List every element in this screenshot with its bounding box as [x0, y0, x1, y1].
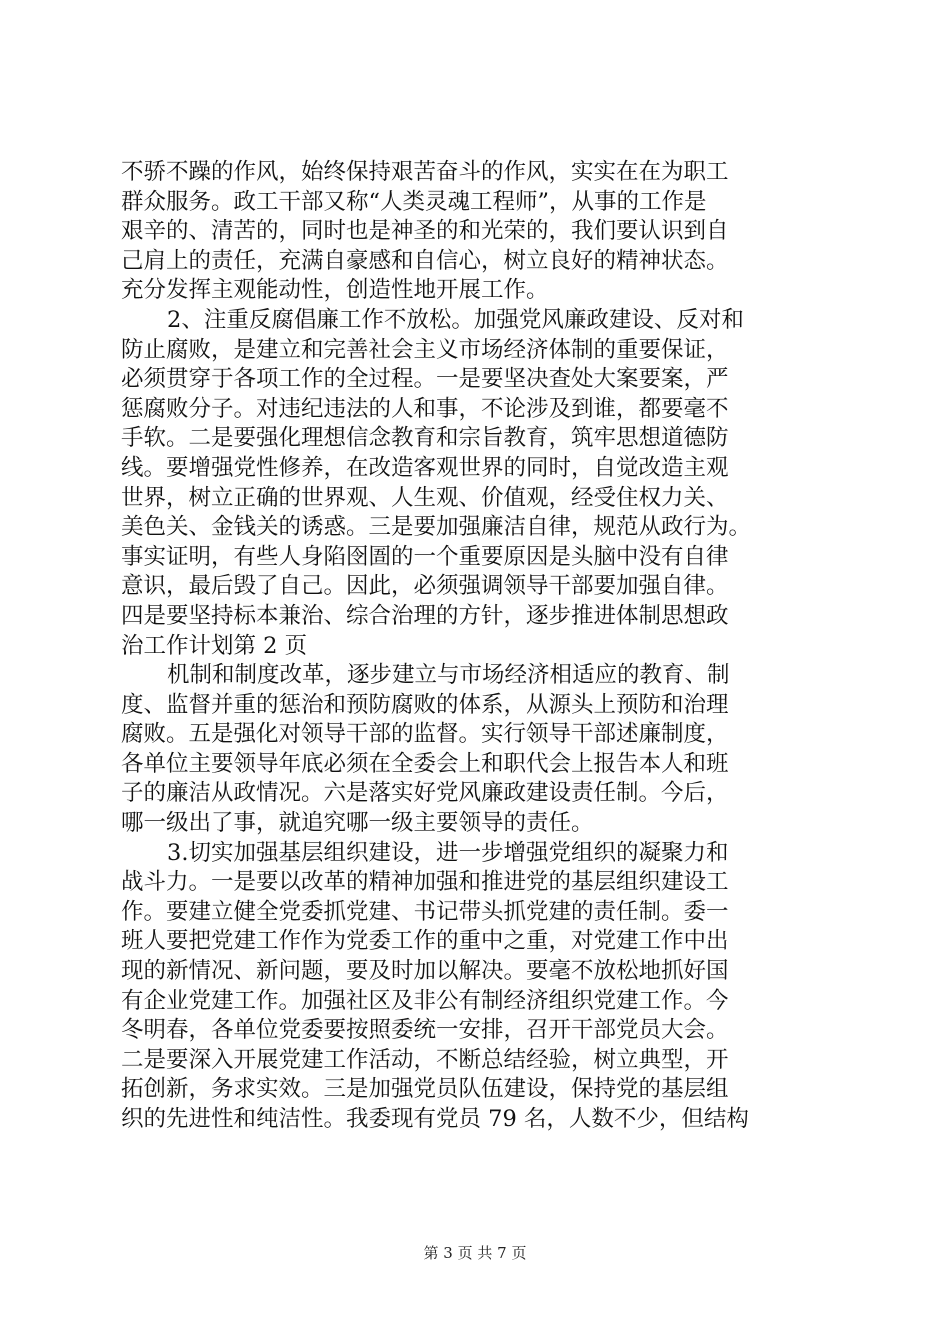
- text-line: 世界，树立正确的世界观、人生观、价值观，经受住权力关、: [121, 484, 729, 511]
- text-line: 必须贯穿于各项工作的全过程。一是要坚决查处大案要案，严: [121, 366, 729, 393]
- text-line: 冬明春，各单位党委要按照委统一安排，召开干部党员大会。: [121, 1017, 729, 1044]
- text-line: 腐败。五是强化对领导干部的监督。实行领导干部述廉制度，: [121, 721, 729, 748]
- text-line: 哪一级出了事，就追究哪一级主要领导的责任。: [121, 810, 594, 837]
- text-line: 手软。二是要强化理想信念教育和宗旨教育，筑牢思想道德防: [121, 425, 729, 452]
- text-line: 现的新情况、新问题，要及时加以解决。要毫不放松地抓好国: [121, 958, 729, 985]
- text-line: 线。要增强党性修养，在改造客观世界的同时，自觉改造主观: [121, 454, 729, 481]
- text-line: 己肩上的责任，充满自豪感和自信心，树立良好的精神状态。: [121, 247, 729, 274]
- text-line: 各单位主要领导年底必须在全委会上和职代会上报告本人和班: [121, 750, 729, 777]
- text-line: 班人要把党建工作作为党委工作的重中之重，对党建工作中出: [121, 928, 729, 955]
- paragraph-start-line: 2、注重反腐倡廉工作不放松。加强党风廉政建设、反对和: [167, 306, 744, 333]
- text-line: 子的廉洁从政情况。六是落实好党风廉政建设责任制。今后，: [121, 780, 729, 807]
- paragraph-start-line: 3.切实加强基层组织建设，进一步增强党组织的凝聚力和: [167, 839, 729, 866]
- text-line: 惩腐败分子。对违纪违法的人和事，不论涉及到谁，都要毫不: [121, 395, 729, 422]
- page-number-footer: 第 3 页 共 7 页: [423, 1244, 527, 1262]
- text-line: 治工作计划第 2 页: [121, 632, 308, 659]
- text-line: 作。要建立健全党委抓党建、书记带头抓党建的责任制。委一: [121, 898, 729, 925]
- text-line: 充分发挥主观能动性，创造性地开展工作。: [121, 277, 549, 304]
- text-line: 意识，最后毁了自己。因此，必须强调领导干部要加强自律。: [121, 573, 729, 600]
- text-line: 织的先进性和纯洁性。我委现有党员 79 名，人数不少，但结构: [121, 1106, 749, 1132]
- text-line: 有企业党建工作。加强社区及非公有制经济组织党建工作。今: [121, 987, 729, 1014]
- text-line: 拓创新，务求实效。三是加强党员队伍建设，保持党的基层组: [121, 1076, 729, 1103]
- paragraph-start-line: 机制和制度改革，逐步建立与市场经济相适应的教育、制: [167, 662, 730, 689]
- text-line: 四是要坚持标本兼治、综合治理的方针，逐步推进体制思想政: [121, 602, 729, 629]
- text-line: 不骄不躁的作风，始终保持艰苦奋斗的作风，实实在在为职工: [121, 159, 729, 185]
- text-line: 事实证明，有些人身陷囹圄的一个重要原因是头脑中没有自律: [121, 543, 729, 570]
- text-line: 战斗力。一是要以改革的精神加强和推进党的基层组织建设工: [121, 869, 729, 896]
- document-body: [121, 158, 836, 1135]
- text-line: 群众服务。政工干部又称“人类灵魂工程师”，从事的工作是: [121, 188, 707, 215]
- text-line: 艰辛的、清苦的，同时也是神圣的和光荣的，我们要认识到自: [121, 218, 729, 245]
- text-line: 度、监督并重的惩治和预防腐败的体系，从源头上预防和治理: [121, 691, 729, 718]
- text-line: 美色关、金钱关的诱惑。三是要加强廉洁自律，规范从政行为。: [121, 514, 752, 541]
- text-line: 防止腐败，是建立和完善社会主义市场经济体制的重要保证，: [121, 336, 729, 363]
- text-line: 二是要深入开展党建工作活动，不断总结经验，树立典型，开: [121, 1046, 729, 1073]
